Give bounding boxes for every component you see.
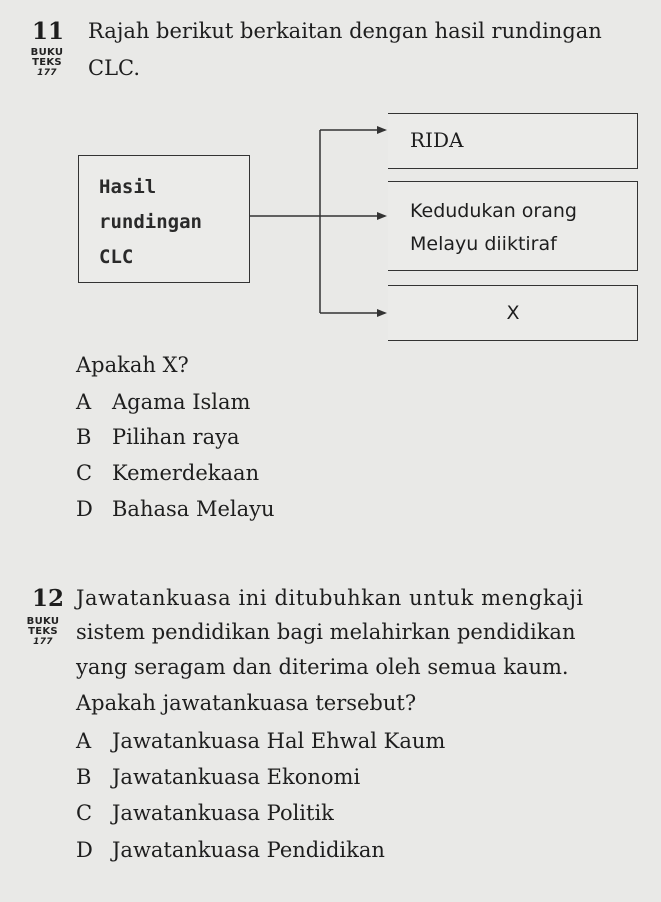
target-box-x-text: X bbox=[506, 302, 520, 324]
question-11-stem-line1: Rajah berikut berkaitan dengan hasil rundingan bbox=[88, 19, 602, 43]
target-box-rida bbox=[388, 113, 638, 169]
option-text: Jawatankuasa Politik bbox=[112, 801, 334, 825]
target-box-kedudukan-line2: Melayu diiktiraf bbox=[410, 233, 557, 255]
source-box-line1: Hasil bbox=[99, 176, 157, 198]
option-letter: C bbox=[76, 461, 93, 485]
q11-option-b[interactable] bbox=[76, 425, 239, 449]
question-11-prompt: Apakah X? bbox=[76, 353, 189, 377]
option-text: Jawatankuasa Ekonomi bbox=[112, 765, 361, 789]
q11-option-d[interactable] bbox=[76, 497, 275, 521]
option-letter: A bbox=[76, 729, 92, 753]
tag-line1: BUKU bbox=[26, 616, 60, 627]
tag-line2: TEKS bbox=[28, 626, 58, 637]
source-box-hasil-rundingan bbox=[78, 155, 250, 283]
question-12-stem-line1: Jawatankuasa ini ditubuhkan untuk mengkaji bbox=[76, 586, 584, 610]
arrowhead-kedudukan bbox=[377, 212, 387, 220]
option-text: Agama Islam bbox=[112, 390, 251, 414]
arrowhead-rida bbox=[377, 126, 387, 134]
tag-line1: BUKU bbox=[30, 47, 64, 58]
q11-option-a[interactable] bbox=[76, 390, 250, 414]
q12-option-d[interactable] bbox=[76, 838, 385, 862]
question-12-stem-line2: sistem pendidikan bagi melahirkan pendidikan bbox=[76, 620, 576, 644]
option-letter: A bbox=[76, 390, 92, 414]
arrowhead-x bbox=[377, 309, 387, 317]
q12-option-a[interactable] bbox=[76, 729, 445, 753]
target-box-rida-text: RIDA bbox=[410, 128, 464, 152]
textbook-reference-tag-12 bbox=[26, 617, 60, 647]
question-12-number: 12 bbox=[32, 585, 65, 612]
tag-page: 177 bbox=[33, 637, 53, 647]
question-11-stem-line2: CLC. bbox=[88, 56, 141, 80]
tag-line2: TEKS bbox=[32, 57, 62, 68]
option-text: Kemerdekaan bbox=[112, 461, 260, 485]
option-text: Bahasa Melayu bbox=[112, 497, 275, 521]
option-letter: B bbox=[76, 425, 92, 449]
tag-page: 177 bbox=[37, 68, 57, 78]
option-letter: D bbox=[76, 497, 93, 521]
target-box-x bbox=[388, 285, 638, 341]
target-box-kedudukan bbox=[388, 181, 638, 271]
target-box-kedudukan-line1: Kedudukan orang bbox=[410, 200, 577, 222]
question-12-prompt: Apakah jawatankuasa tersebut? bbox=[76, 691, 417, 715]
source-box-line3: CLC bbox=[99, 246, 134, 268]
q12-option-c[interactable] bbox=[76, 801, 334, 825]
option-letter: D bbox=[76, 838, 93, 862]
option-letter: C bbox=[76, 801, 93, 825]
q12-option-b[interactable] bbox=[76, 765, 360, 789]
option-text: Jawatankuasa Pendidikan bbox=[112, 838, 385, 862]
option-letter: B bbox=[76, 765, 92, 789]
question-11-number: 11 bbox=[32, 18, 65, 45]
q11-option-c[interactable] bbox=[76, 461, 259, 485]
option-text: Jawatankuasa Hal Ehwal Kaum bbox=[112, 729, 446, 753]
source-box-line2: rundingan bbox=[99, 211, 202, 233]
option-text: Pilihan raya bbox=[112, 425, 240, 449]
question-12-stem-line3: yang seragam dan diterima oleh semua kaum. bbox=[76, 655, 569, 679]
